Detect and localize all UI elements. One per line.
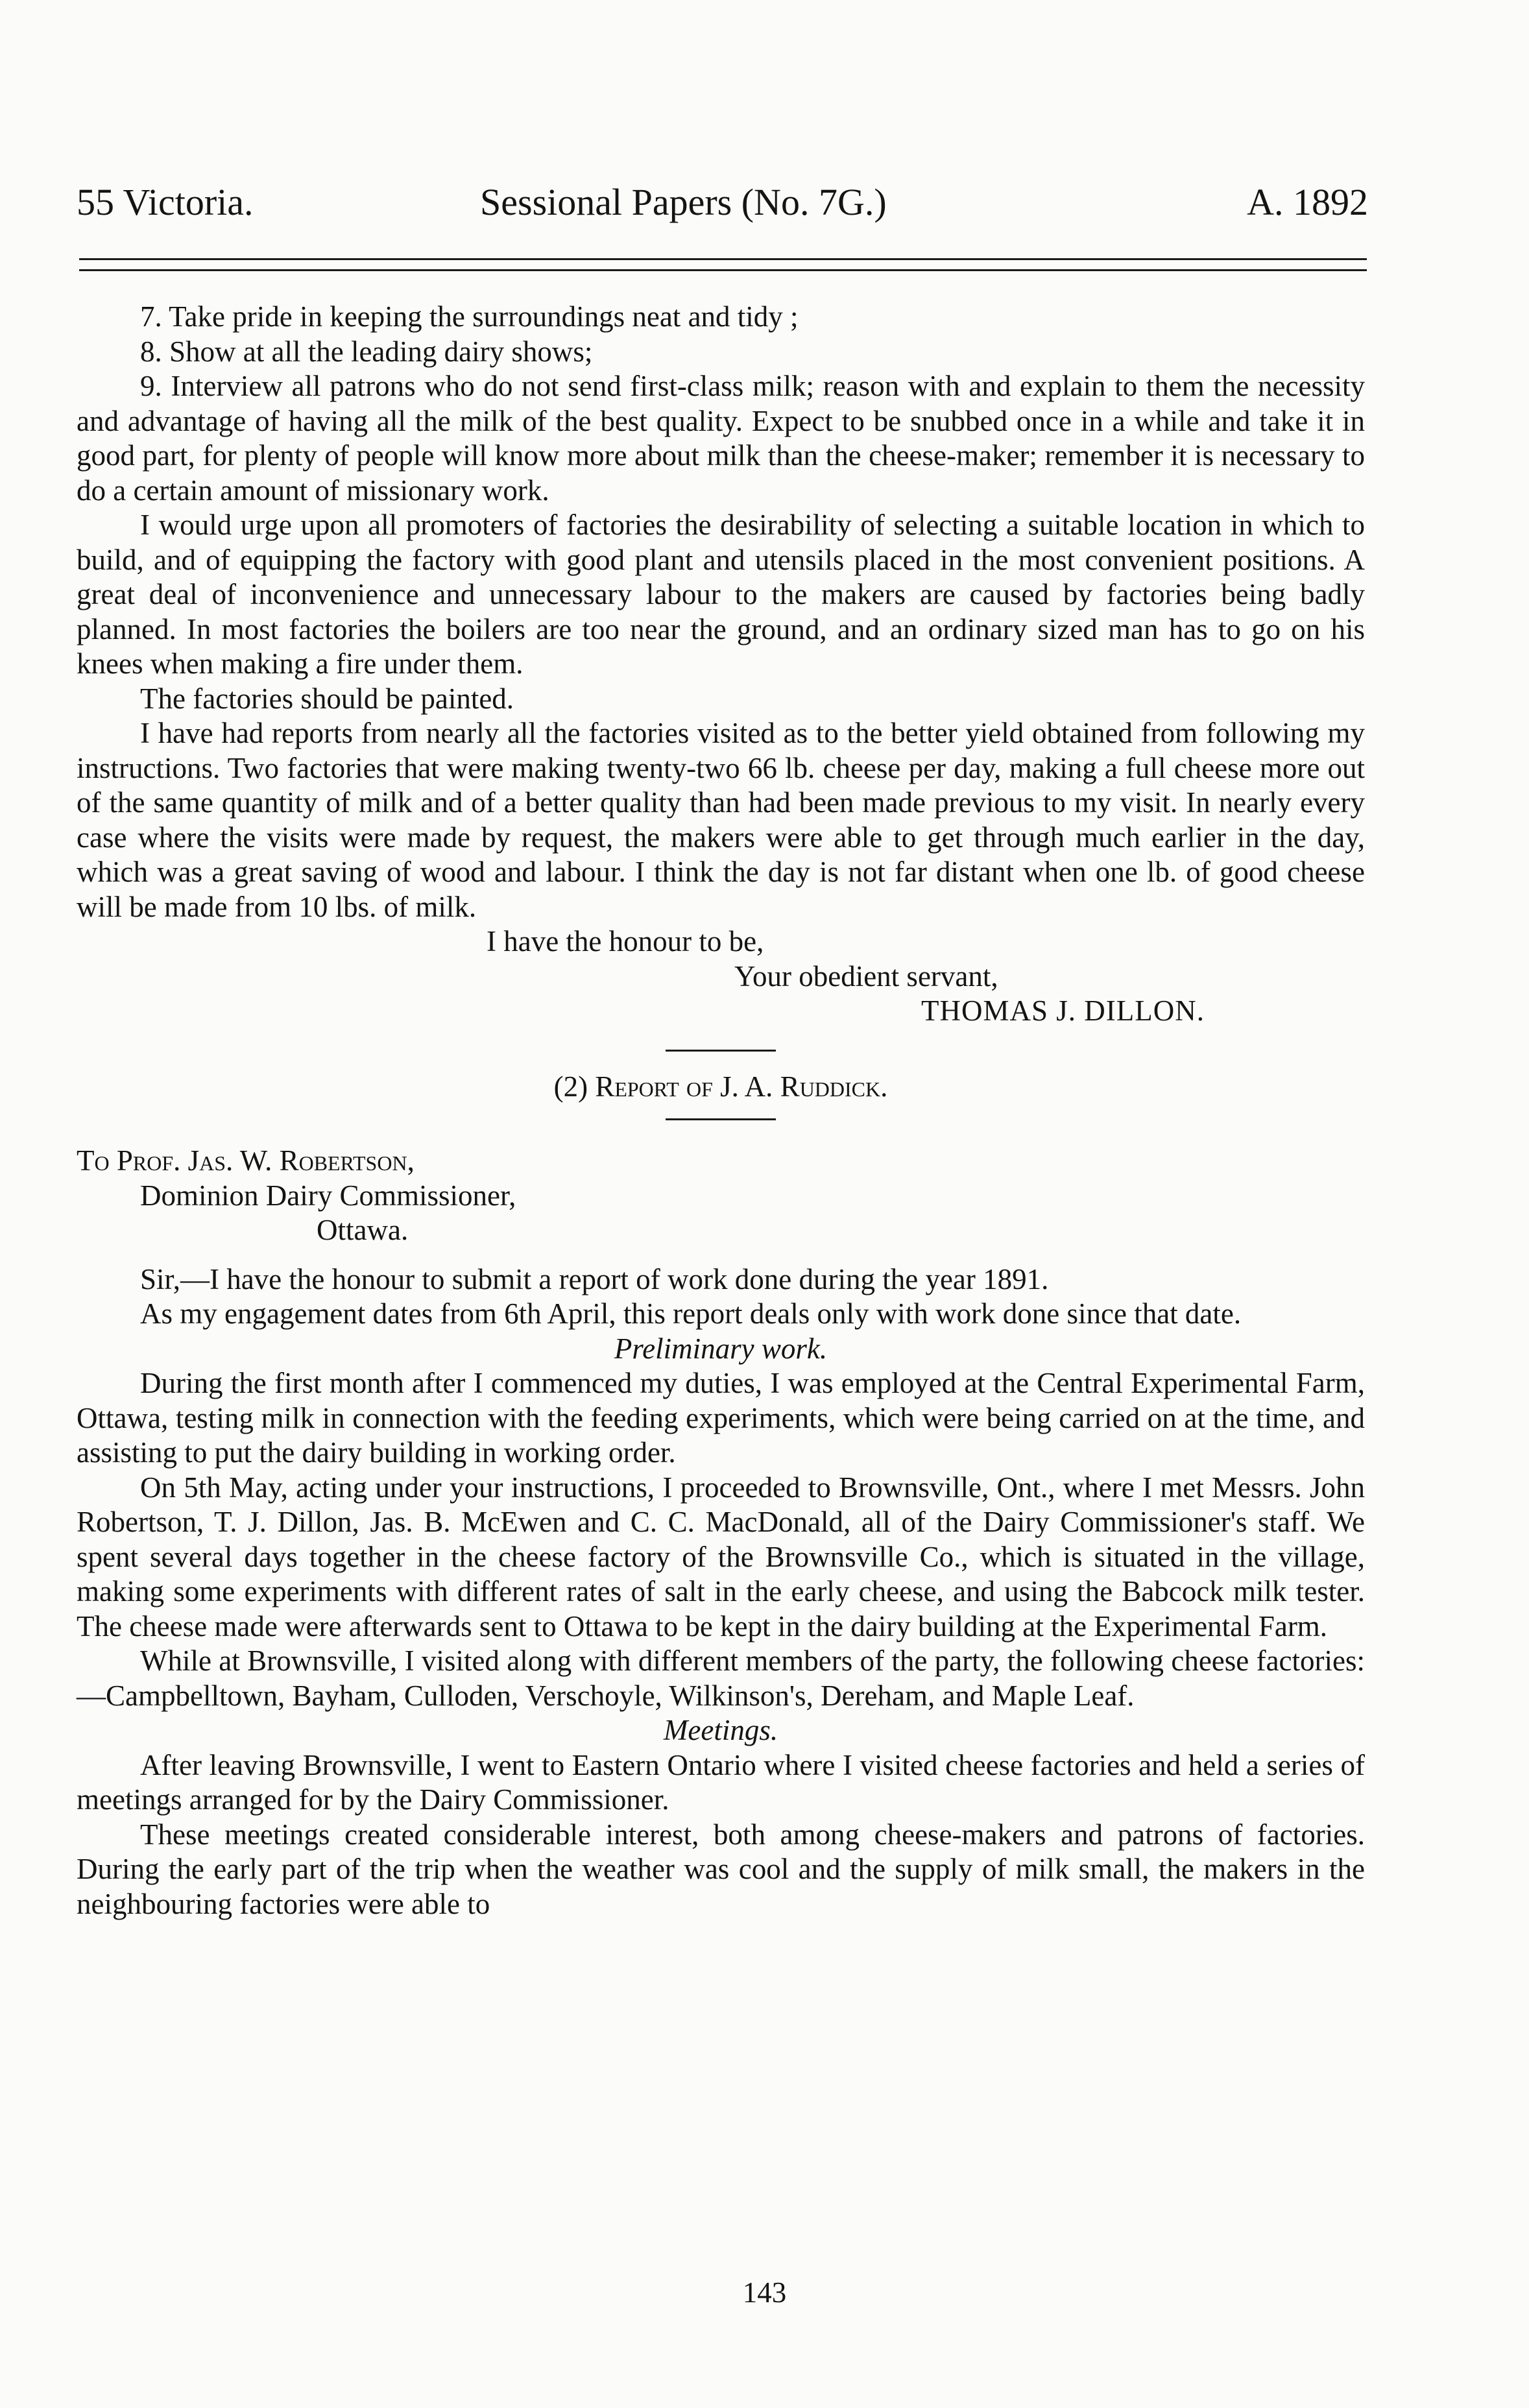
paragraph: These meetings created considerable interest, both among cheese-makers and patrons of factories. During the early part of the trip when the weather was cool and the supply of milk small, the makers in the neighbouring factories were able to <box>77 1818 1365 1920</box>
address-city: Ottawa. <box>317 1214 409 1246</box>
paragraph: 9. Interview all patrons who do not send first-class milk; reason with and explain to them the necessity and advantage of having all the milk of the best quality. Expect to be snubbed once in a while and take it in good part, for plenty of people will know more about milk than the cheese-maker; remember it is necessary to do a certain amount of missionary work. <box>77 370 1365 507</box>
address-line: To Prof. Jas. W. Robertson, <box>77 1144 415 1177</box>
address-title: Dominion Dairy Commissioner, <box>140 1179 516 1212</box>
section-heading-meetings: Meetings. <box>663 1714 778 1746</box>
address-recipient <box>77 1144 1365 1179</box>
paragraph: After leaving Brownsville, I went to Eastern Ontario where I visited cheese factories and held a series of meetings arranged for by the Dairy Commissioner. <box>77 1748 1365 1816</box>
paragraph: The factories should be painted. <box>140 682 514 715</box>
section-heading-preliminary: Preliminary work. <box>614 1332 828 1365</box>
paragraph: While at Brownsville, I visited along with different members of the party, the following cheese factories:—Campbelltown, Bayham, Culloden, Verschoyle, Wilkinson's, Dereham, and Maple Leaf. <box>77 1644 1365 1712</box>
header-rule-bottom <box>79 269 1367 271</box>
header-left: 55 Victoria. <box>77 181 254 223</box>
paragraph: On 5th May, acting under your instructions, I proceeded to Brownsville, Ont., where I met Messrs. John Robertson, T. J. Dillon, Jas. B. McEwen and C. C. MacDonald, all of the Dairy Commissioner's staff. We spent several days together in the cheese factory of the Brownsville Co., which is situated in the village, making some experiments with different rates of salt in the early cheese, and using the Babcock milk tester. The cheese made were afterwards sent to Ottawa to be kept in the dairy building at the Experimental Farm. <box>77 1471 1365 1643</box>
signature-name: THOMAS J. DILLON. <box>921 994 1205 1027</box>
report-title: (2) Report of J. A. Ruddick. <box>553 1070 888 1103</box>
header-rule-top <box>79 258 1367 260</box>
body-text <box>77 300 1365 1921</box>
signature-servant: Your obedient servant, <box>734 959 998 993</box>
intro-salutation: Sir,—I have the honour to submit a report of work done during the year 1891. <box>140 1262 1049 1295</box>
section-divider <box>666 1118 776 1120</box>
page-number: 143 <box>742 2276 787 2309</box>
intro-paragraph: As my engagement dates from 6th April, this report deals only with work done since that date. <box>140 1297 1242 1330</box>
header-center: Sessional Papers (No. 7G.) <box>480 181 887 223</box>
signature-closing: I have the honour to be, <box>487 925 764 957</box>
paragraph: 7. Take pride in keeping the surroundings neat and tidy ; <box>140 300 799 333</box>
paragraph: During the first month after I commenced my duties, I was employed at the Central Experimental Farm, Ottawa, testing milk in connection with the feeding experiments, which were being carried on at the time, and assisting to put the dairy building in working order. <box>77 1367 1365 1469</box>
paragraph: 8. Show at all the leading dairy shows; <box>140 335 593 368</box>
section-divider <box>666 1050 776 1052</box>
header-right: A. 1892 <box>1247 181 1368 223</box>
paragraph: I have had reports from nearly all the factories visited as to the better yield obtained from following my instructions. Two factories that were making twenty-two 66 lb. cheese per day, making a full cheese more out of the same quantity of milk and of a better quality than had been made previous to my visit. In nearly every case where the visits were made by request, the makers were able to get through much earlier in the day, which was a great saving of wood and labour. I think the day is not far distant when one lb. of good cheese will be made from 10 lbs. of milk. <box>77 717 1365 923</box>
paragraph: I would urge upon all promoters of factories the desirability of selecting a suitable location in which to build, and of equipping the factory with good plant and utensils placed in the most convenient positions. A great deal of inconvenience and unnecessary labour to the makers are caused by factories being badly planned. In most factories the boilers are too near the ground, and an ordinary sized man has to go on his knees when making a fire under them. <box>77 509 1365 680</box>
